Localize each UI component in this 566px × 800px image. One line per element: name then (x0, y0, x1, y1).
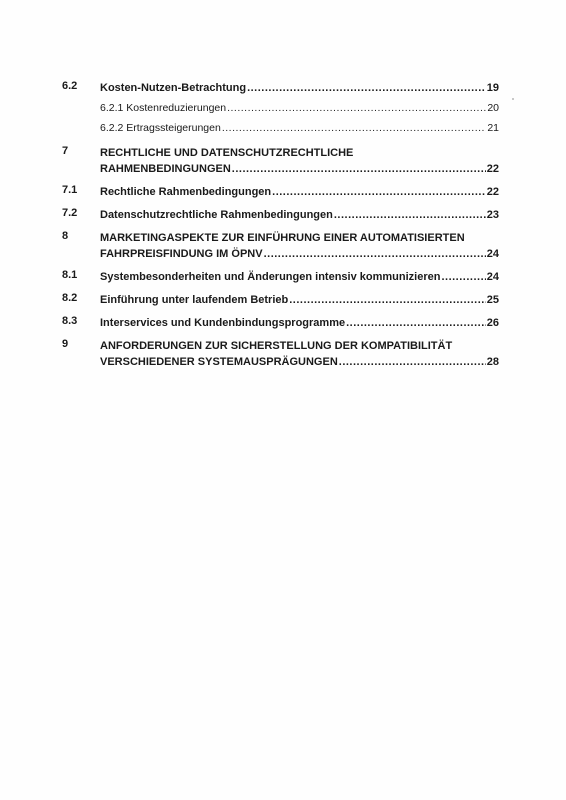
toc-page: 25 (486, 294, 499, 306)
toc-leader (247, 80, 486, 96)
toc-title-line-2: VERSCHIEDENER SYSTEMAUSPRÄGUNGEN (100, 356, 338, 368)
toc-leader (227, 100, 486, 116)
toc-title-line-2: FAHRPREISFINDUNG IM ÖPNV (100, 248, 263, 260)
toc-page: 21 (487, 122, 499, 134)
toc-title-line-1: MARKETINGASPEKTE ZUR EINFÜHRUNG EINER AUTOMATISIERTEN (100, 232, 465, 244)
toc-leader (264, 246, 486, 262)
toc-title: Rechtliche Rahmenbedingungen (100, 186, 272, 198)
toc-entry-7[interactable] (62, 145, 499, 177)
toc-title: Interservices und Kundenbindungsprogramme (100, 317, 346, 329)
toc-entry-7-2[interactable] (62, 207, 499, 223)
toc-page: 22 (486, 186, 499, 198)
toc-number: 7.1 (62, 184, 78, 196)
toc-number: 9 (62, 338, 69, 350)
toc-title: Datenschutzrechtliche Rahmenbedingungen (100, 209, 333, 221)
toc-leader (222, 120, 486, 136)
toc-entry-8-2[interactable] (62, 292, 499, 308)
toc-number: 8.2 (62, 292, 78, 304)
toc-entry-9[interactable] (62, 338, 499, 370)
toc-number: 6.2 (62, 80, 78, 92)
toc-number: 7.2 (62, 207, 78, 219)
toc-title-line-1: RECHTLICHE UND DATENSCHUTZRECHTLICHE (100, 147, 354, 159)
toc-leader (334, 207, 486, 223)
toc-leader (272, 184, 486, 200)
toc-page: 19 (486, 82, 499, 94)
toc-leader (339, 354, 486, 370)
toc-number: 8 (62, 230, 69, 242)
toc-entry-6-2-1[interactable] (62, 100, 499, 116)
toc-title: 6.2.2 Ertragssteigerungen (100, 122, 221, 134)
toc-title: 6.2.1 Kostenreduzierungen (100, 102, 227, 114)
toc-entry-6-2-2[interactable] (62, 120, 499, 136)
toc-leader (346, 315, 486, 331)
toc-page: 24 (486, 248, 499, 260)
scan-speck (512, 98, 514, 100)
toc-page: 22 (486, 163, 499, 175)
toc-title: Einführung unter laufendem Betrieb (100, 294, 289, 306)
toc-entry-6-2[interactable] (62, 80, 499, 96)
toc-leader (232, 161, 486, 177)
toc-number: 8.1 (62, 269, 78, 281)
toc-entry-8-1[interactable] (62, 269, 499, 285)
toc-title: Systembesonderheiten und Änderungen intensiv kommunizieren (100, 271, 441, 283)
toc-title-line-2: RAHMENBEDINGUNGEN (100, 163, 231, 175)
toc-page: 20 (487, 102, 499, 114)
toc-number: 7 (62, 145, 69, 157)
toc-page: 28 (486, 356, 499, 368)
toc-page: 26 (486, 317, 499, 329)
toc-entry-8-3[interactable] (62, 315, 499, 331)
toc-leader (441, 269, 485, 285)
toc-title-line-1: ANFORDERUNGEN ZUR SICHERSTELLUNG DER KOMPATIBILITÄT (100, 340, 453, 352)
toc-entry-8[interactable] (62, 230, 499, 262)
toc-title: Kosten-Nutzen-Betrachtung (100, 82, 247, 94)
toc-leader (289, 292, 486, 308)
toc-number: 8.3 (62, 315, 78, 327)
toc-entry-7-1[interactable] (62, 184, 499, 200)
toc-page: 24 (486, 271, 499, 283)
table-of-contents (62, 80, 499, 370)
toc-page: 23 (486, 209, 499, 221)
